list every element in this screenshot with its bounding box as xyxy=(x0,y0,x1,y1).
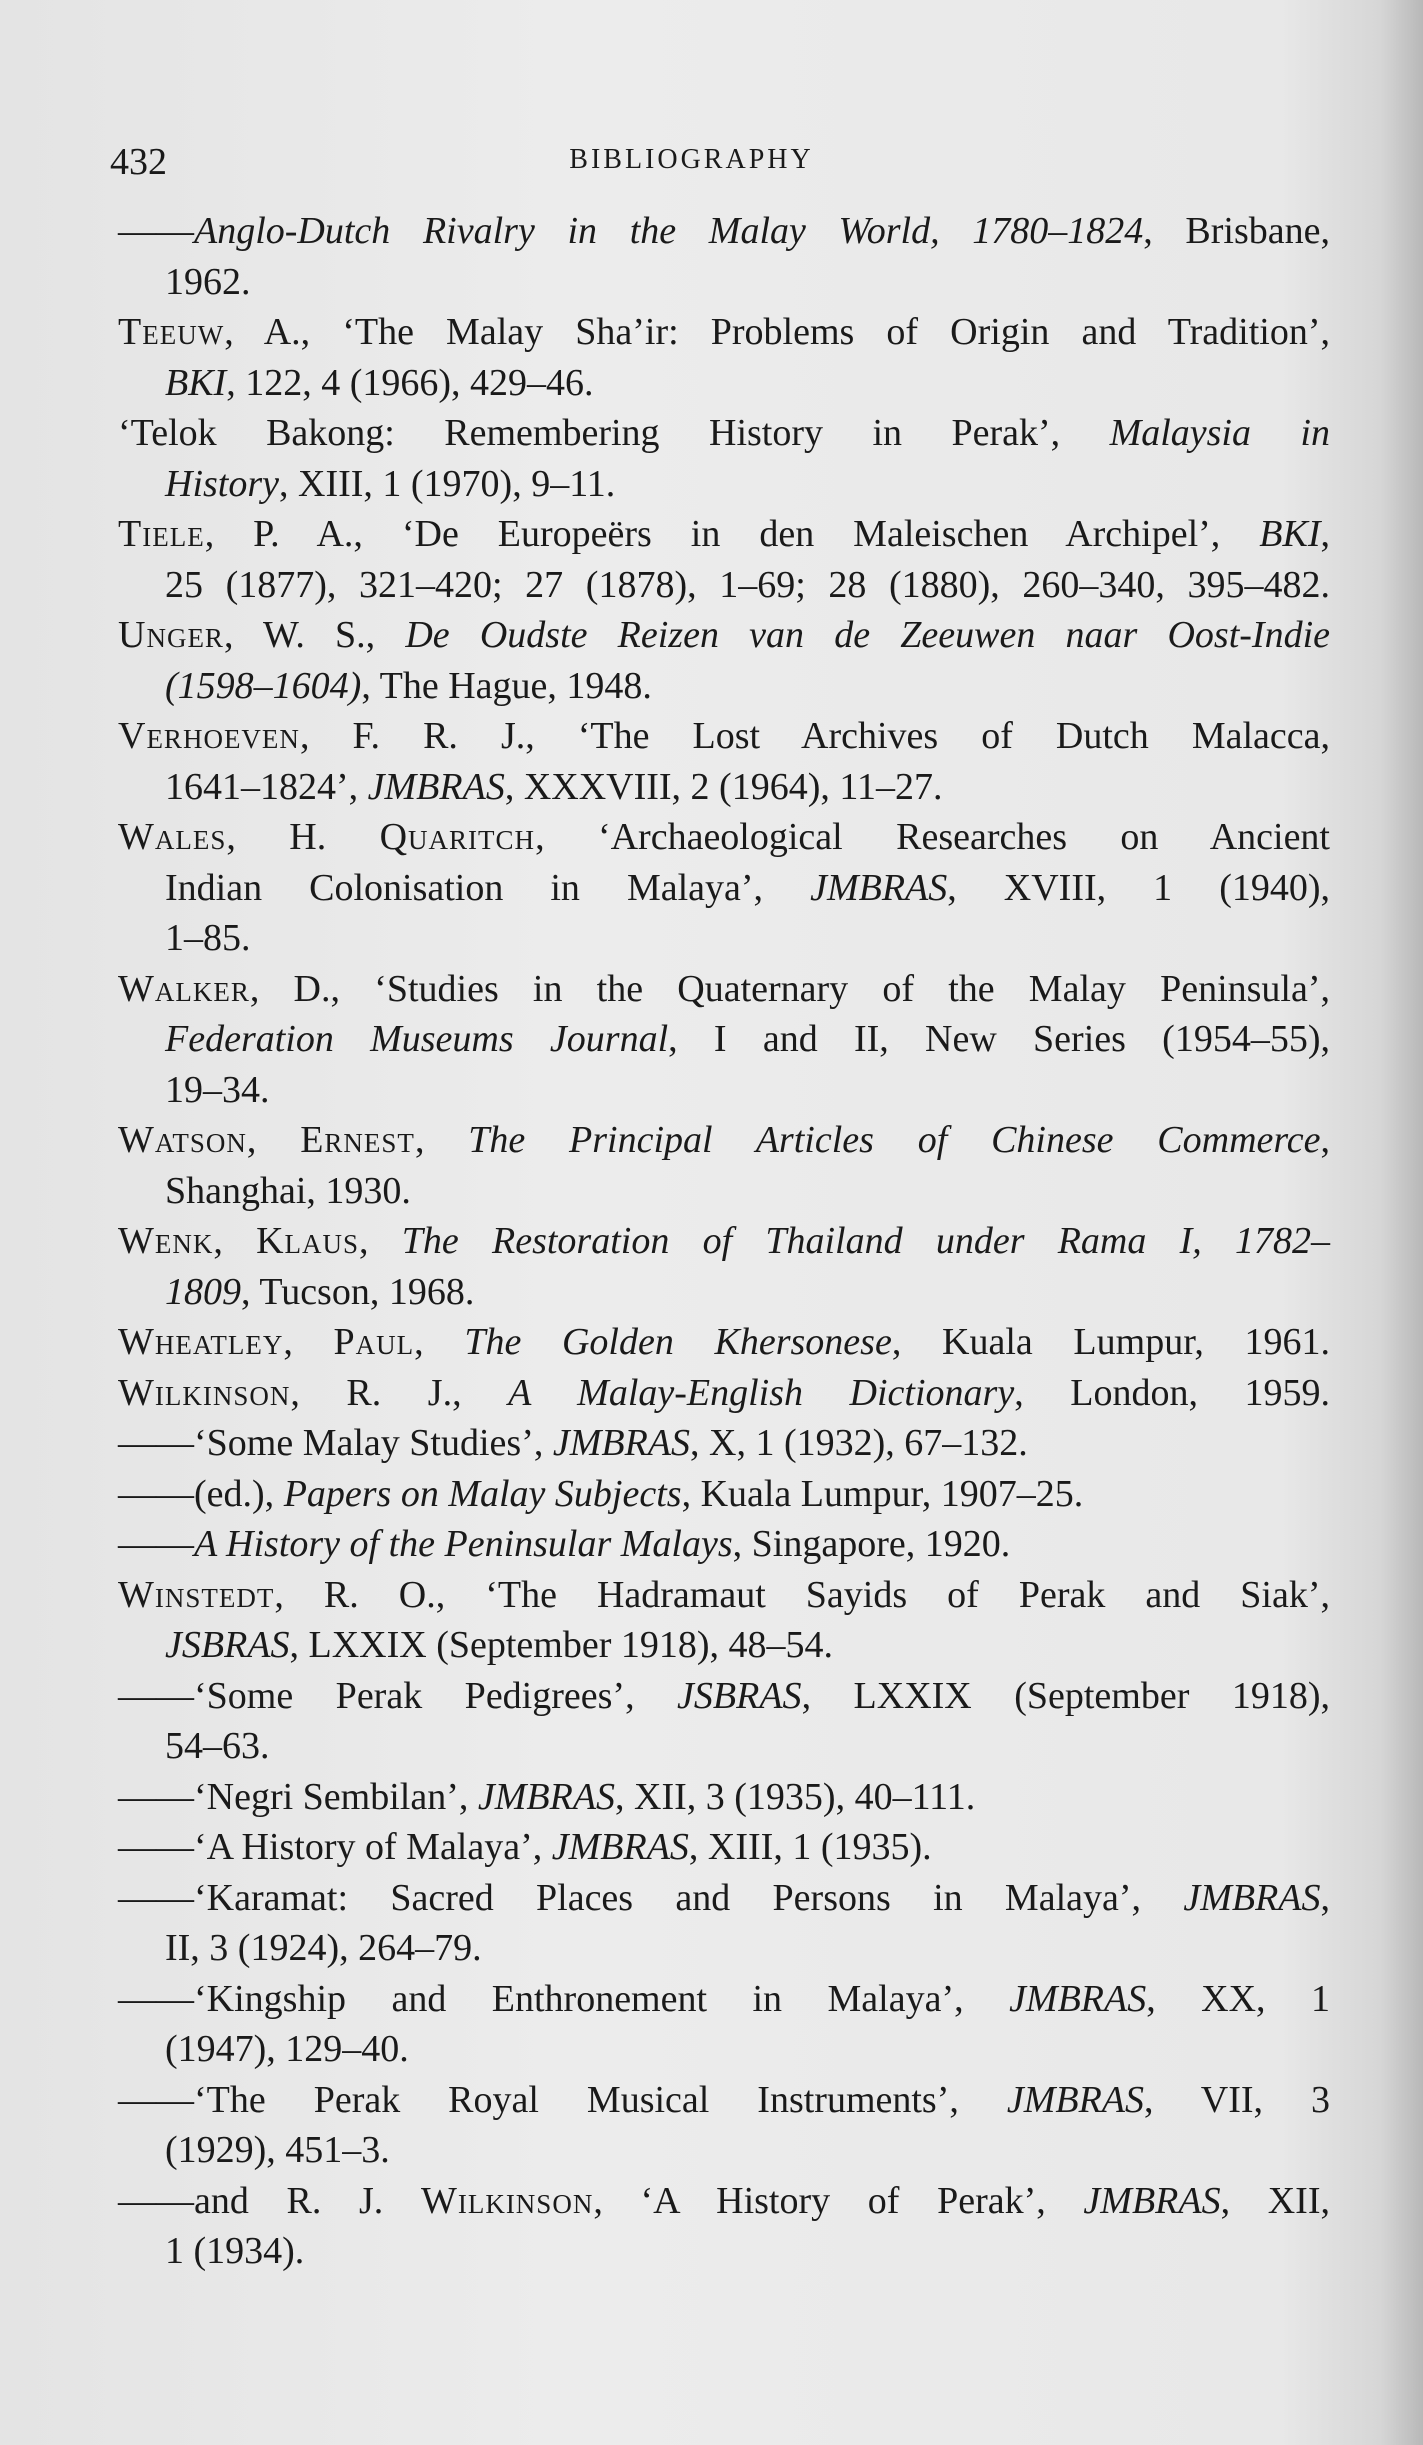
entry-line xyxy=(118,1317,1330,1368)
page-number: 432 xyxy=(110,141,167,183)
author-name: Wilkinson xyxy=(420,2179,594,2222)
entry-text: , XVIII, 1 (1940), xyxy=(947,866,1330,909)
entry-line xyxy=(118,610,1330,661)
entry-text: Indian Colonisation in Malaya’, xyxy=(165,866,811,909)
italic-title: History xyxy=(165,462,279,505)
author-name: Klaus xyxy=(256,1220,360,1262)
entry-text: , xyxy=(1320,1119,1331,1161)
entry-line xyxy=(165,358,1330,409)
entry-text: , ‘Archaeological Researches on Ancient xyxy=(535,816,1330,858)
entry-line xyxy=(165,762,1330,813)
entry-text: , Kuala Lumpur, 1961. xyxy=(891,1321,1330,1363)
bibliography-entry xyxy=(118,1822,1330,1873)
italic-title: Malaysia in xyxy=(1109,412,1330,454)
italic-title: JMBRAS xyxy=(552,1422,691,1464)
entry-text: ——‘Some Perak Pedigrees’, xyxy=(118,1674,678,1717)
entry-text: , W. S., xyxy=(223,614,406,656)
italic-title: The Restoration of Thailand under Rama I, 1782– xyxy=(401,1220,1330,1262)
entry-text: , XII, 3 (1935), 40–111. xyxy=(615,1775,976,1818)
italic-title: The Golden Khersonese xyxy=(464,1321,892,1363)
entry-line xyxy=(165,913,1330,964)
italic-title: A History of the Peninsular Malays xyxy=(194,1523,733,1565)
italic-title: JMBRAS xyxy=(810,866,948,909)
bibliography-entry xyxy=(118,812,1330,964)
entry-line xyxy=(118,1772,1330,1823)
bibliography-entry xyxy=(118,1772,1330,1823)
entry-text: , XIII, 1 (1970), 9–11. xyxy=(279,462,616,505)
entry-text: 1 (1934). xyxy=(165,2230,305,2272)
entry-line xyxy=(165,560,1330,611)
entry-line xyxy=(165,2226,1330,2277)
entry-text: (1929), 451–3. xyxy=(165,2129,390,2171)
entry-text: —— xyxy=(118,210,194,252)
italic-title: JMBRAS xyxy=(367,765,505,808)
italic-title: BKI xyxy=(1259,513,1321,555)
bibliography-entry xyxy=(118,2176,1330,2277)
entry-text: , 122, 4 (1966), 429–46. xyxy=(226,361,594,404)
entry-text: 25 (1877), 321–420; 27 (1878), 1–69; 28 (1880), 260–340, 395–482. xyxy=(165,563,1330,606)
author-name: Ernest xyxy=(300,1119,415,1161)
author-name: Verhoeven xyxy=(118,715,300,757)
bibliography-entry xyxy=(118,1873,1330,1974)
italic-title: Anglo-Dutch Rivalry in the Malay World, 1780–1824 xyxy=(194,210,1144,252)
author-name: Quaritch xyxy=(379,816,536,858)
entry-text: , F. R. J., ‘The Lost Archives of Dutch Malacca, xyxy=(299,715,1330,757)
bibliography-entry xyxy=(118,1317,1330,1368)
entry-text: , A., ‘The Malay Sha’ir: Problems of Origin and Tradition’, xyxy=(224,311,1330,353)
entry-line xyxy=(165,1065,1330,1116)
entry-text: , xyxy=(213,1220,257,1262)
entry-line xyxy=(118,1368,1330,1419)
entry-line xyxy=(118,812,1330,863)
bibliography-entry xyxy=(118,1115,1330,1216)
entry-text: ——‘A History of Malaya’, xyxy=(118,1826,552,1868)
entry-line xyxy=(118,1115,1330,1166)
bibliography-entry xyxy=(118,711,1330,812)
entry-text: , P. A., ‘De Europeërs in den Maleischen Archipel’, xyxy=(204,513,1260,555)
entry-line xyxy=(118,1469,1330,1520)
author-name: Winstedt xyxy=(118,1573,275,1616)
entry-line xyxy=(165,1721,1330,1772)
bibliography-list xyxy=(118,206,1330,2277)
italic-title: JSBRAS xyxy=(165,1624,290,1666)
author-name: Walker xyxy=(118,967,250,1010)
bibliography-entry xyxy=(118,1671,1330,1772)
entry-text: , LXXIX (September 1918), 48–54. xyxy=(289,1624,834,1666)
entry-line xyxy=(165,257,1330,308)
entry-line xyxy=(165,2024,1330,2075)
entry-text: 1641–1824’, xyxy=(165,765,368,808)
entry-text: (1947), 129–40. xyxy=(165,2028,409,2070)
entry-text: , Kuala Lumpur, 1907–25. xyxy=(681,1472,1084,1515)
author-name: Paul xyxy=(333,1321,415,1363)
entry-text: 54–63. xyxy=(165,1725,270,1767)
entry-text: , Singapore, 1920. xyxy=(732,1523,1011,1565)
entry-line xyxy=(165,2125,1330,2176)
entry-line xyxy=(165,1166,1330,1217)
entry-line xyxy=(165,1014,1330,1065)
entry-text: , XXXVIII, 2 (1964), 11–27. xyxy=(504,765,943,808)
author-name: Teeuw xyxy=(118,311,225,353)
entry-text: , I and II, New Series (1954–55), xyxy=(668,1018,1330,1060)
entry-text: , xyxy=(414,1321,465,1363)
entry-text: , xyxy=(414,1119,469,1161)
entry-line xyxy=(118,1216,1330,1267)
author-name: Wales xyxy=(118,816,227,858)
entry-text: , XIII, 1 (1935). xyxy=(688,1826,932,1868)
entry-text: , xyxy=(246,1119,301,1161)
italic-title: A Malay-English Dictionary xyxy=(508,1371,1015,1414)
entry-text: , Tucson, 1968. xyxy=(241,1270,475,1313)
entry-text: ——‘Negri Sembilan’, xyxy=(118,1775,478,1818)
author-name: Tiele xyxy=(118,513,205,555)
entry-text: , XX, 1 xyxy=(1146,1977,1331,2020)
italic-title: JSBRAS xyxy=(677,1674,802,1717)
entry-line xyxy=(118,1418,1330,1469)
italic-title: JMBRAS xyxy=(1006,2078,1144,2121)
entry-line xyxy=(118,408,1330,459)
italic-title: JMBRAS xyxy=(1009,1977,1147,2020)
entry-text: , XII, xyxy=(1220,2179,1330,2222)
entry-text: ——‘Karamat: Sacred Places and Persons in Malaya’, xyxy=(118,1876,1184,1919)
entry-text: , R. J., xyxy=(290,1371,509,1414)
entry-text: , LXXIX (September 1918), xyxy=(801,1674,1330,1717)
italic-title: JMBRAS xyxy=(1183,1876,1321,1919)
bibliography-entry xyxy=(118,2075,1330,2176)
entry-text: , D., ‘Studies in the Quaternary of the Malay Peninsula’, xyxy=(249,967,1330,1010)
entry-text: , X, 1 (1932), 67–132. xyxy=(690,1422,1028,1464)
author-name: Unger xyxy=(118,614,224,656)
entry-text: , ‘A History of Perak’, xyxy=(593,2179,1084,2222)
entry-line xyxy=(118,1974,1330,2025)
entry-text: , xyxy=(359,1220,402,1262)
entry-line xyxy=(118,2075,1330,2126)
entry-line xyxy=(165,1267,1330,1318)
entry-text: Shanghai, 1930. xyxy=(165,1169,411,1212)
bibliography-entry xyxy=(118,1469,1330,1520)
entry-line xyxy=(165,459,1330,510)
bibliography-entry xyxy=(118,509,1330,610)
bibliography-entry xyxy=(118,206,1330,307)
author-name: Wilkinson xyxy=(118,1371,291,1414)
bibliography-entry xyxy=(118,1974,1330,2075)
entry-text: ‘Telok Bakong: Remembering History in Perak’, xyxy=(118,412,1110,454)
entry-line xyxy=(118,2176,1330,2227)
entry-line xyxy=(118,509,1330,560)
author-name: Wheatley xyxy=(118,1321,284,1363)
entry-text: ——(ed.), xyxy=(118,1472,284,1515)
entry-text: , Brisbane, xyxy=(1143,210,1330,252)
bibliography-entry xyxy=(118,307,1330,408)
entry-line xyxy=(118,307,1330,358)
entry-text: —— xyxy=(118,1523,194,1565)
entry-text: 1962. xyxy=(165,260,251,303)
entry-line xyxy=(165,661,1330,712)
entry-line xyxy=(118,1570,1330,1621)
entry-line xyxy=(118,1671,1330,1722)
bibliography-entry xyxy=(118,1368,1330,1419)
entry-text: ——‘Kingship and Enthronement in Malaya’, xyxy=(118,1977,1010,2020)
entry-line xyxy=(118,1519,1330,1570)
italic-title: Federation Museums Journal xyxy=(165,1018,669,1060)
entry-text: , VII, 3 xyxy=(1144,2078,1330,2121)
author-name: Watson xyxy=(118,1119,247,1161)
entry-text: 19–34. xyxy=(165,1068,270,1111)
entry-line xyxy=(165,1620,1330,1671)
author-name: Wenk xyxy=(118,1220,214,1262)
entry-text: , R. O., ‘The Hadramaut Sayids of Perak and Siak’, xyxy=(274,1573,1330,1616)
italic-title: The Principal Articles of Chinese Commerce xyxy=(468,1119,1321,1161)
bibliography-entry xyxy=(118,1519,1330,1570)
entry-text: , London, 1959. xyxy=(1014,1371,1330,1414)
italic-title: BKI xyxy=(165,361,227,404)
entry-line xyxy=(118,1873,1330,1924)
entry-text: , xyxy=(1320,513,1330,555)
bibliography-entry xyxy=(118,964,1330,1116)
entry-text: , The Hague, 1948. xyxy=(361,664,652,707)
running-title: BIBLIOGRAPHY xyxy=(569,144,814,175)
bibliography-entry xyxy=(118,1418,1330,1469)
entry-text: ——‘Some Malay Studies’, xyxy=(118,1422,553,1464)
entry-text: ——and R. J. xyxy=(118,2179,421,2222)
bibliography-entry xyxy=(118,1216,1330,1317)
entry-text: , xyxy=(283,1321,334,1363)
entry-text: , H. xyxy=(226,816,380,858)
bibliography-entry xyxy=(118,610,1330,711)
italic-title: (1598–1604) xyxy=(165,664,362,707)
italic-title: De Oudste Reizen van de Zeeuwen naar Oost-Indie xyxy=(405,614,1331,656)
italic-title: JMBRAS xyxy=(477,1775,616,1818)
italic-title: 1809 xyxy=(165,1270,241,1313)
entry-text: ——‘The Perak Royal Musical Instruments’, xyxy=(118,2078,1007,2121)
italic-title: JMBRAS xyxy=(551,1826,689,1868)
entry-line xyxy=(118,964,1330,1015)
bibliography-entry xyxy=(118,408,1330,509)
entry-line xyxy=(118,206,1330,257)
entry-line xyxy=(118,711,1330,762)
bibliography-entry xyxy=(118,1570,1330,1671)
entry-line xyxy=(118,1822,1330,1873)
italic-title: Papers on Malay Subjects xyxy=(283,1472,682,1515)
entry-text: 1–85. xyxy=(165,917,251,959)
entry-line xyxy=(165,863,1330,914)
entry-text: II, 3 (1924), 264–79. xyxy=(165,1927,482,1969)
entry-text: , xyxy=(1320,1876,1330,1919)
italic-title: JMBRAS xyxy=(1083,2179,1221,2222)
entry-line xyxy=(165,1923,1330,1974)
